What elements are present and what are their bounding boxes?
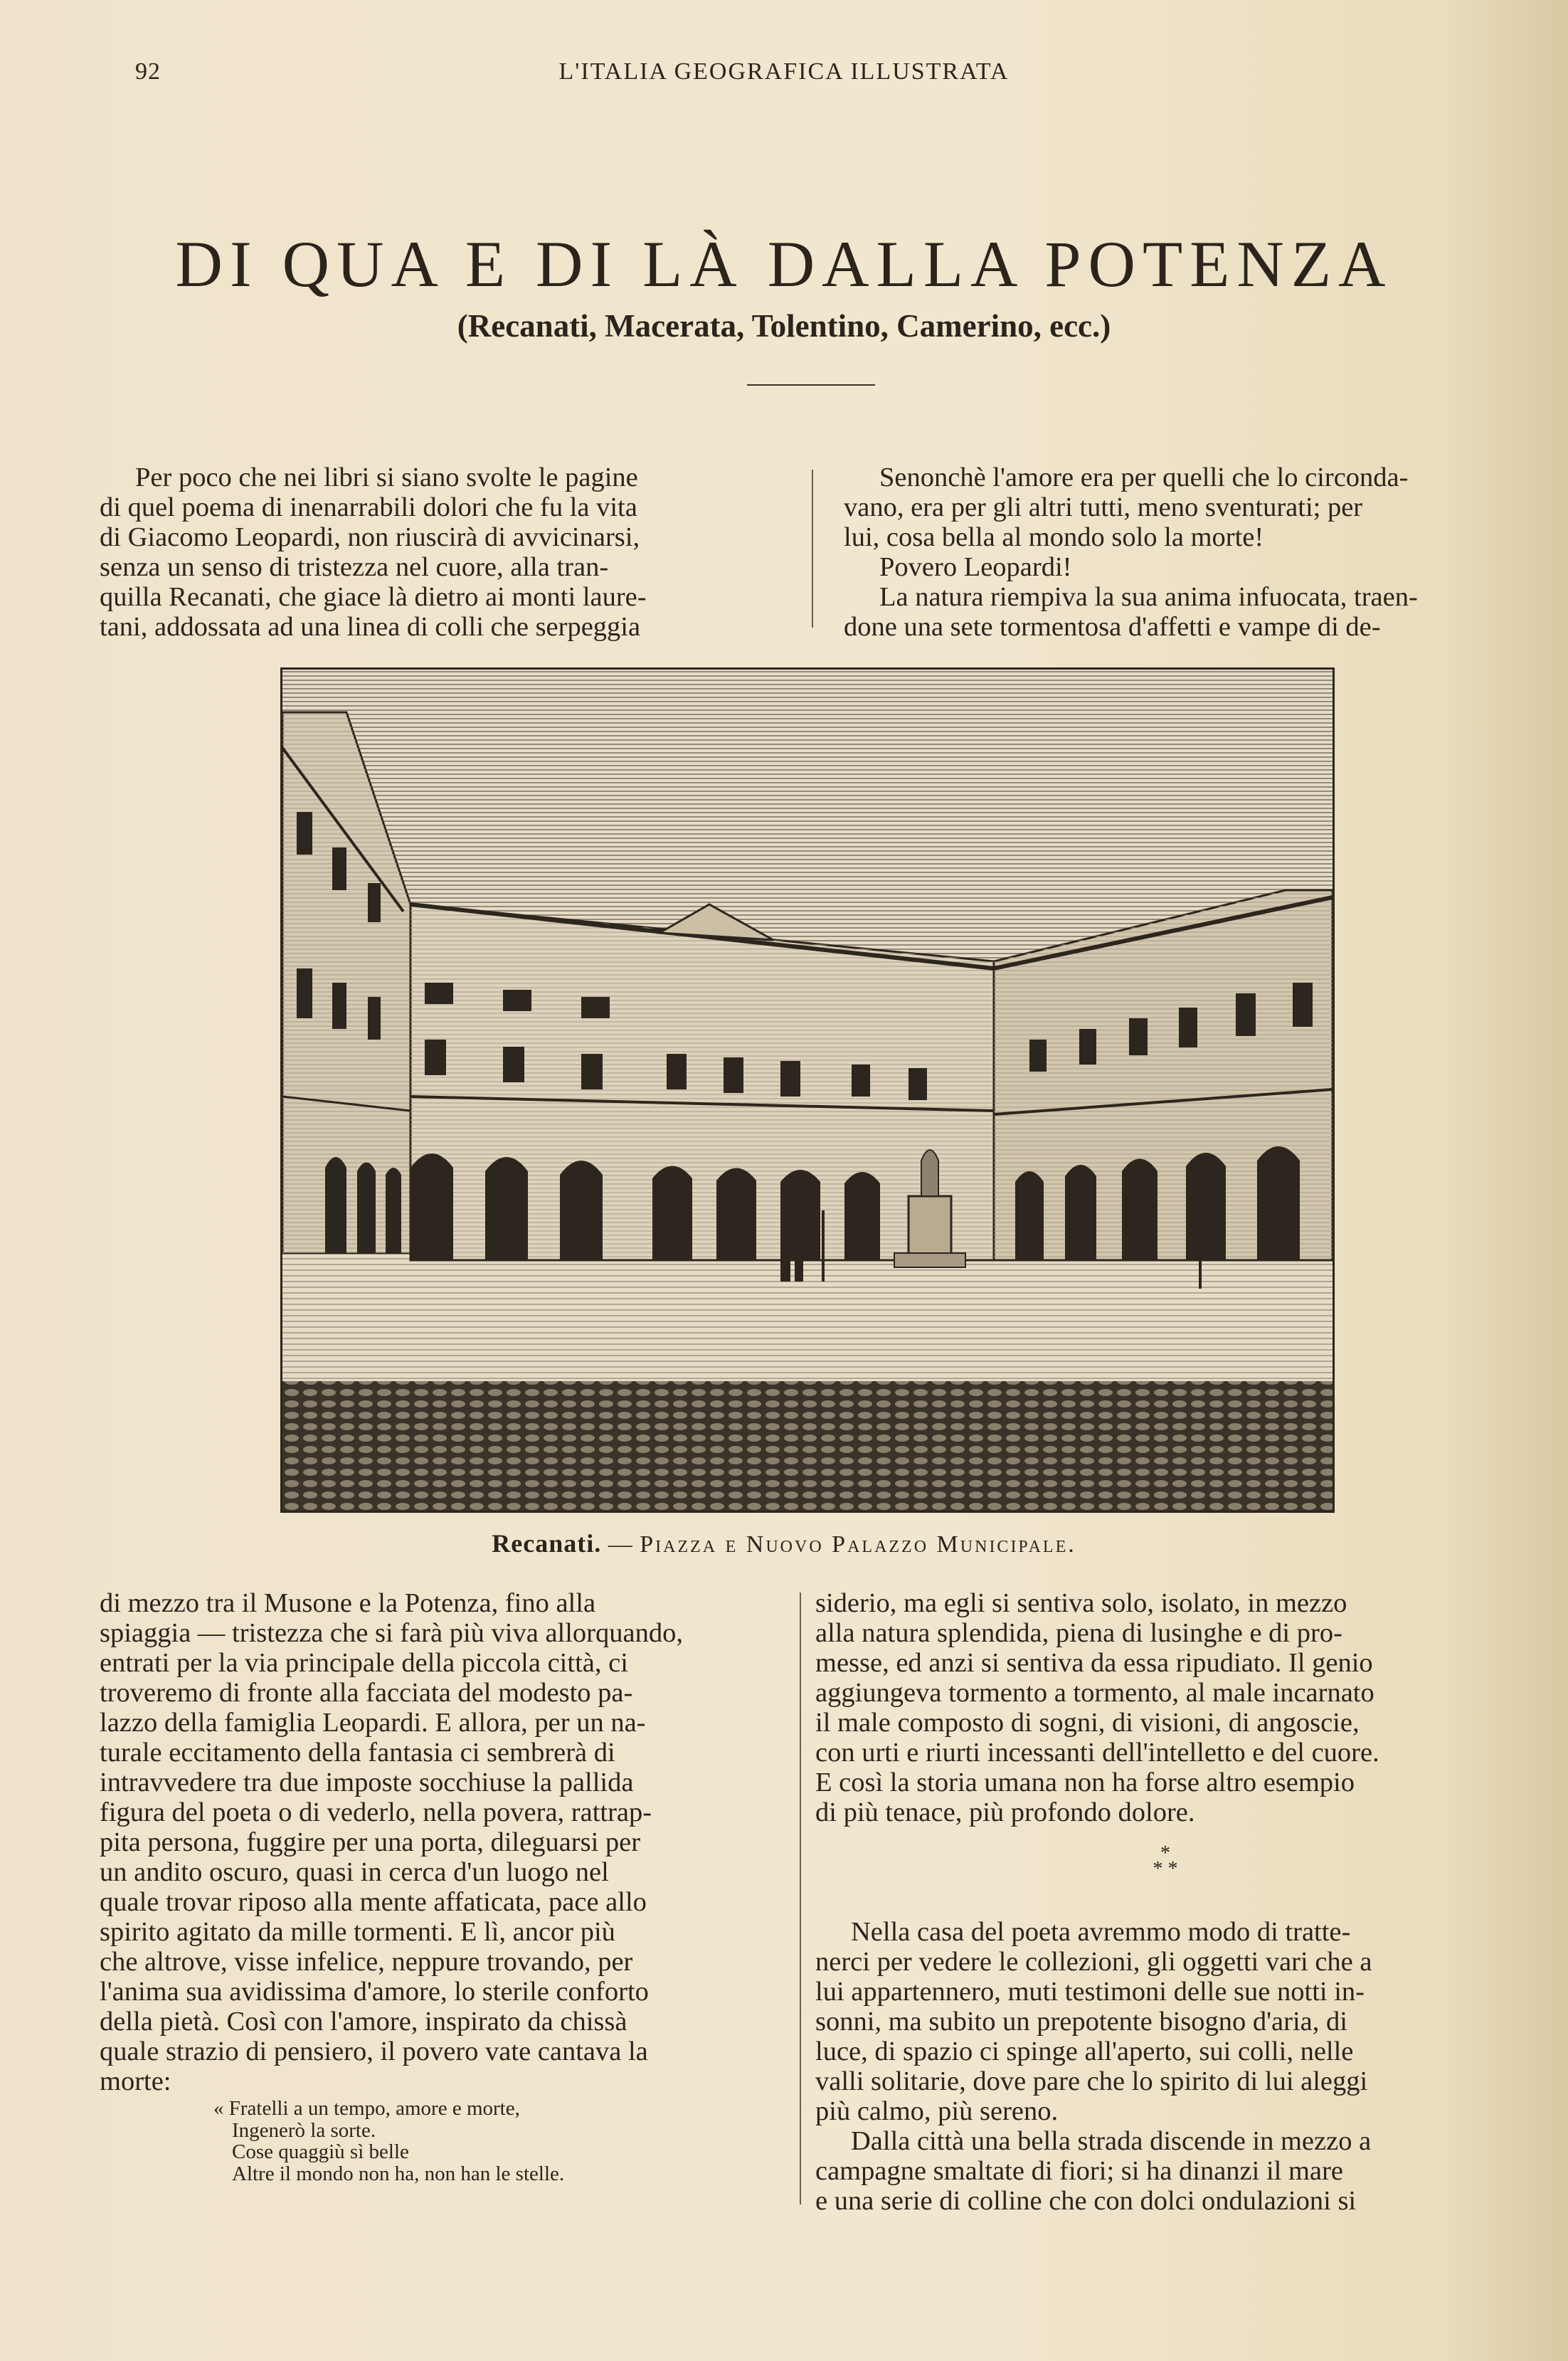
text-line: vano, era per gli altri tutti, meno sventurati; per <box>844 492 1363 522</box>
verse-line: Cose quaggiù sì belle <box>232 2140 409 2163</box>
caption-place: Recanati. <box>492 1529 602 1558</box>
poem-quotation <box>213 2098 564 2185</box>
text-line: Nella casa del poeta avremmo modo di tratte- <box>851 1917 1351 1947</box>
text-line: campagne smaltate di fiori; si ha dinanzi il mare <box>815 2156 1343 2186</box>
text-line: tani, addossata ad una linea di colli che serpeggia <box>100 612 641 642</box>
section-asterism <box>1144 1842 1187 1880</box>
text-line: figura del poeta o di vederlo, nella povera, rattrap- <box>100 1797 652 1827</box>
title-rule <box>747 384 875 386</box>
asterism-top: * <box>1160 1842 1170 1864</box>
text-line: Per poco che nei libri si siano svolte le pagine <box>135 463 638 492</box>
text-line: Senonchè l'amore era per quelli che lo circonda- <box>879 463 1409 492</box>
text-line: quale strazio di pensiero, il povero vate cantava la <box>100 2037 648 2066</box>
caption-subject: Piazza e Nuovo Palazzo Municipale. <box>640 1531 1076 1558</box>
column-top-left <box>100 463 811 642</box>
article-title: DI QUA E DI LÀ DALLA POTENZA <box>175 228 1393 300</box>
text-line: messe, ed anzi si sentiva da essa ripudiato. Il genio <box>815 1648 1373 1678</box>
text-line: E così la storia umana non ha forse altro esempio <box>815 1768 1355 1797</box>
column-bottom-left <box>100 1588 784 2096</box>
verse-line: Ingenerò la sorte. <box>232 2118 376 2142</box>
illustration-caption <box>0 1528 1568 1558</box>
column-bottom-right <box>815 1588 1505 2216</box>
text-line: di quel poema di inenarrabili dolori che fu la vita <box>100 492 637 522</box>
text-line: spiaggia — tristezza che si farà più viva allorquando, <box>100 1618 683 1648</box>
text-line: turale eccitamento della fantasia ci sembrerà di <box>100 1738 615 1768</box>
text-line: il male composto di sogni, di visioni, di angoscie, <box>815 1708 1360 1738</box>
page-number: 92 <box>135 58 161 85</box>
text-line: della pietà. Così con l'amore, inspirato da chissà <box>100 2007 627 2037</box>
asterism-bottom: * * <box>1153 1858 1178 1880</box>
text-line: entrati per la via principale della piccola città, ci <box>100 1648 628 1678</box>
text-line: nerci per vedere le collezioni, gli oggetti vari che a <box>815 1947 1372 1977</box>
verse-line: « Fratelli a un tempo, amore e morte, <box>213 2097 520 2120</box>
caption-dash: — <box>608 1531 633 1558</box>
text-line: Povero Leopardi! <box>879 552 1072 582</box>
column-divider <box>800 1593 801 2204</box>
text-line: intravvedere tra due imposte socchiuse la pallida <box>100 1768 634 1797</box>
text-line: lui appartennero, muti testimoni delle sue notti in- <box>815 1977 1365 2007</box>
article-subtitle: (Recanati, Macerata, Tolentino, Camerino, ecc.) <box>457 308 1111 344</box>
text-line: troveremo di fronte alla facciata del modesto pa- <box>100 1678 633 1708</box>
text-line: e una serie di colline che con dolci ondulazioni si <box>815 2186 1357 2216</box>
text-line: più calmo, più sereno. <box>815 2096 1059 2126</box>
running-title: L'ITALIA GEOGRAFICA ILLUSTRATA <box>558 58 1010 85</box>
text-line: sonni, ma subito un prepotente bisogno d'aria, di <box>815 2007 1347 2037</box>
text-line: un andito oscuro, quasi in cerca d'un luogo nel <box>100 1857 609 1887</box>
text-line: aggiungeva tormento a tormento, al male incarnato <box>815 1678 1374 1708</box>
verse-line: Altre il mondo non ha, non han le stelle. <box>232 2162 565 2185</box>
text-line: Dalla città una bella strada discende in mezzo a <box>851 2126 1372 2156</box>
text-line: pita persona, fuggire per una porta, dileguarsi per <box>100 1827 641 1857</box>
text-line: morte: <box>100 2066 171 2096</box>
column-divider <box>812 470 813 628</box>
text-line: che altrove, visse infelice, neppure trovando, per <box>100 1947 633 1977</box>
text-line: siderio, ma egli si sentiva solo, isolato, in mezzo <box>815 1588 1347 1618</box>
text-line: l'anima sua avidissima d'amore, lo sterile conforto <box>100 1977 649 2007</box>
text-line: quale trovar riposo alla mente affaticata, pace allo <box>100 1887 647 1917</box>
text-line: di Giacomo Leopardi, non riuscirà di avvicinarsi, <box>100 522 640 552</box>
engraving-drawing <box>282 670 1333 1511</box>
text-line: luce, di spazio ci spinge all'aperto, sui colli, nelle <box>815 2037 1354 2066</box>
text-line: senza un senso di tristezza nel cuore, alla tran- <box>100 552 609 582</box>
column-top-right <box>844 463 1517 642</box>
engraving-piazza-recanati <box>280 667 1335 1513</box>
text-line: di mezzo tra il Musone e la Potenza, fino alla <box>100 1588 596 1618</box>
text-line: spirito agitato da mille tormenti. E lì, ancor più <box>100 1917 615 1947</box>
text-line: quilla Recanati, che giace là dietro ai monti laure- <box>100 582 647 612</box>
text-line: done una sete tormentosa d'affetti e vampe di de- <box>844 612 1381 642</box>
text-line: lui, cosa bella al mondo solo la morte! <box>844 522 1264 552</box>
text-line: valli solitarie, dove pare che lo spirito di lui aleggi <box>815 2066 1368 2096</box>
text-line: con urti e riurti incessanti dell'intelletto e del cuore. <box>815 1738 1379 1768</box>
text-line: lazzo della famiglia Leopardi. E allora, per un na- <box>100 1708 646 1738</box>
text-line: alla natura splendida, piena di lusinghe e di pro- <box>815 1618 1342 1648</box>
text-line: di più tenace, più profondo dolore. <box>815 1797 1195 1827</box>
text-line: La natura riempiva la sua anima infuocata, traen- <box>879 582 1418 612</box>
